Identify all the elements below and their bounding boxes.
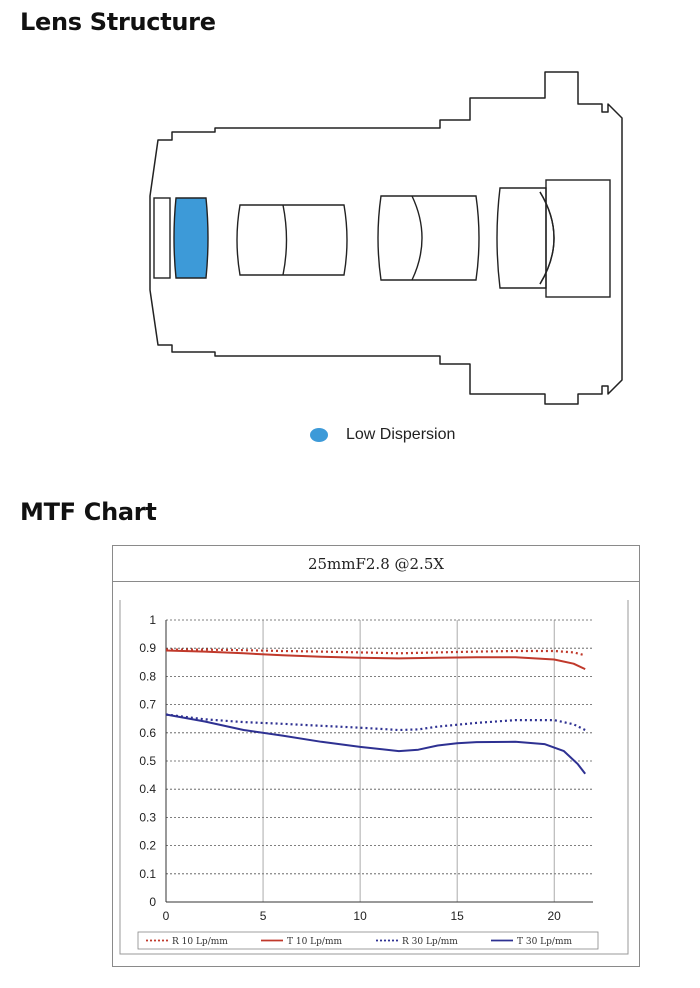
x-tick-label: 0: [162, 909, 170, 923]
lens-element-rear: [546, 180, 610, 297]
legend-label: T 30 Lp/mm: [517, 937, 573, 947]
y-tick-label: 0.4: [139, 782, 156, 797]
y-tick-label: 0.7: [139, 697, 156, 712]
y-tick-label: 0.6: [139, 725, 156, 740]
y-tick-label: 1: [149, 613, 156, 627]
legend-label: R 10 Lp/mm: [172, 937, 228, 947]
low-dispersion-label: Low Dispersion: [346, 426, 456, 443]
lens-legend: [310, 426, 455, 444]
series-line-t-30-lp-mm: [166, 715, 585, 774]
lens-group-3: [378, 196, 479, 280]
legend-label: T 10 Lp/mm: [287, 937, 343, 947]
lens-structure-title: Lens Structure: [20, 8, 216, 36]
lens-group-4: [497, 188, 546, 288]
series-line-t-10-lp-mm: [166, 651, 585, 670]
chart-title: 25mmF2.8 @2.5X: [113, 546, 639, 582]
lens-structure-diagram: [0, 50, 700, 425]
plot-area-border: [120, 600, 628, 954]
lens-element-low-dispersion: [174, 198, 208, 278]
y-tick-label: 0.5: [139, 754, 156, 768]
y-tick-label: 0.3: [139, 810, 156, 825]
mtf-chart-title: MTF Chart: [20, 498, 157, 526]
lens-group-2: [237, 205, 347, 275]
x-tick-label: 10: [353, 909, 367, 923]
y-tick-label: 0.8: [139, 669, 156, 684]
x-tick-label: 15: [450, 909, 464, 923]
low-dispersion-marker: [310, 428, 328, 442]
x-tick-label: 5: [259, 909, 267, 923]
y-tick-label: 0.1: [139, 866, 156, 881]
lens-element-1: [154, 198, 170, 278]
y-tick-label: 0: [149, 895, 156, 909]
y-tick-label: 0.2: [139, 838, 156, 853]
legend-label: R 30 Lp/mm: [402, 937, 458, 947]
x-tick-label: 20: [547, 909, 561, 923]
y-tick-label: 0.9: [139, 641, 156, 656]
mtf-chart: [112, 600, 640, 960]
